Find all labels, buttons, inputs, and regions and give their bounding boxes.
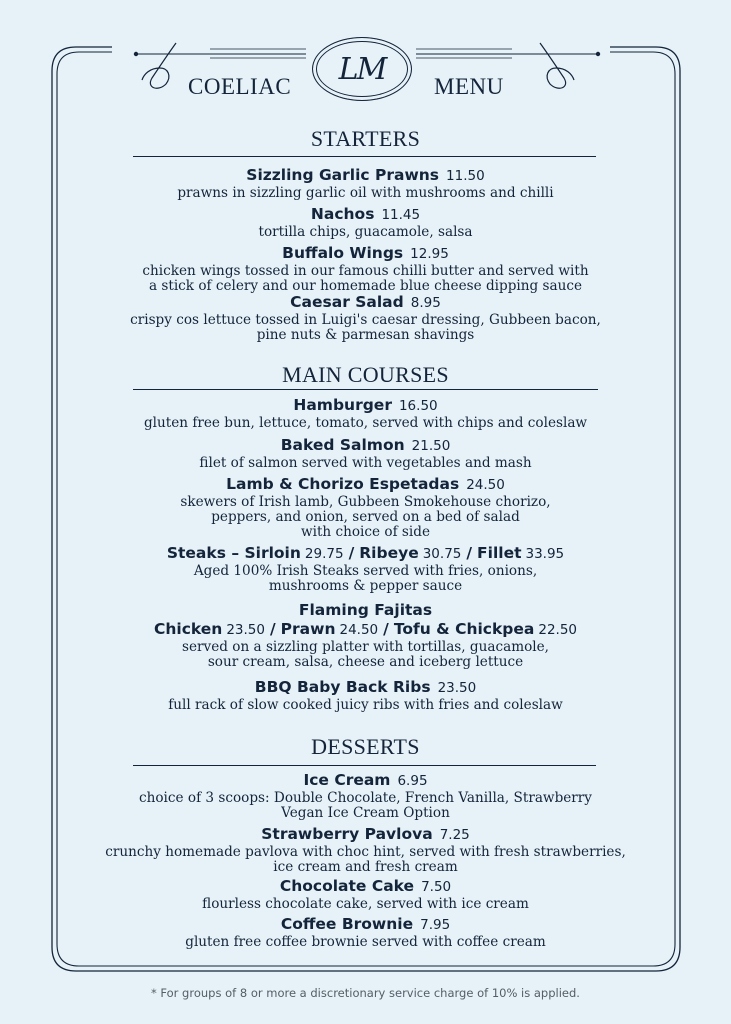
- separator: /: [383, 620, 389, 638]
- item-price: 8.95: [410, 295, 441, 311]
- section-title-desserts: DESSERTS: [311, 734, 420, 759]
- menu-item: [0, 771, 731, 821]
- item-name: Ice Cream: [303, 771, 391, 789]
- item-description: pine nuts & parmesan shavings: [256, 327, 475, 343]
- item-price: 7.95: [420, 917, 451, 933]
- item-description: peppers, and onion, served on a bed of salad: [211, 509, 520, 525]
- item-description: crunchy homemade pavlova with choc hint, served with fresh strawberries,: [105, 844, 626, 860]
- item-price: 7.25: [439, 827, 470, 843]
- section-divider: [133, 765, 596, 766]
- menu-item: [0, 825, 731, 875]
- item-price: 24.50: [339, 622, 379, 638]
- item-name: Prawn: [280, 620, 336, 638]
- item-name: Tofu & Chickpea: [393, 620, 535, 638]
- item-price: 22.50: [538, 622, 578, 638]
- item-name: Strawberry Pavlova: [261, 825, 433, 843]
- item-name: Ribeye: [359, 544, 419, 562]
- item-description: crispy cos lettuce tossed in Luigi's caesar dressing, Gubbeen bacon,: [130, 312, 601, 328]
- item-price: 6.95: [397, 773, 428, 789]
- item-name: Hamburger: [293, 396, 392, 414]
- item-name: Fillet: [477, 544, 522, 562]
- item-description: gluten free bun, lettuce, tomato, served with chips and coleslaw: [143, 415, 588, 431]
- item-description: ice cream and fresh cream: [273, 859, 458, 875]
- separator: /: [269, 620, 276, 638]
- item-description: skewers of Irish lamb, Gubbeen Smokehouse chorizo,: [180, 494, 551, 510]
- item-price: 21.50: [411, 438, 451, 454]
- item-description: Aged 100% Irish Steaks served with fries, onions,: [193, 563, 538, 579]
- item-description: full rack of slow cooked juicy ribs with fries and coleslaw: [168, 697, 563, 713]
- separator: /: [348, 544, 355, 562]
- item-description: prawns in sizzling garlic oil with mushrooms and chilli: [177, 185, 554, 201]
- item-name: Flaming Fajitas: [298, 601, 433, 619]
- service-charge-note: * For groups of 8 or more a discretionary service charge of 10% is applied.: [151, 986, 580, 1000]
- section-divider: [133, 389, 598, 390]
- item-name: Steaks – Sirloin: [166, 544, 301, 562]
- section-title-main-courses: MAIN COURSES: [282, 362, 449, 387]
- menu-item: [0, 205, 731, 240]
- item-price: 12.95: [410, 246, 449, 262]
- menu-item: [0, 436, 731, 471]
- item-description: served on a sizzling platter with tortillas, guacamole,: [182, 639, 549, 655]
- item-price: 7.50: [421, 879, 452, 895]
- menu-item: [0, 877, 731, 912]
- item-name: Chicken: [153, 620, 223, 638]
- item-name: Coffee Brownie: [280, 915, 414, 933]
- item-description: a stick of celery and our homemade blue cheese dipping sauce: [148, 278, 583, 294]
- item-description: with choice of side: [300, 524, 430, 540]
- section-divider: [133, 156, 596, 157]
- item-price: 29.75: [304, 546, 344, 562]
- menu-item-steaks: [0, 544, 731, 594]
- item-name: Sizzling Garlic Prawns: [246, 166, 440, 184]
- item-name: Caesar Salad: [290, 293, 404, 311]
- menu-item: [0, 244, 731, 294]
- item-price: 24.50: [466, 477, 505, 493]
- menu-item: [0, 475, 731, 540]
- item-price: 30.75: [422, 546, 462, 562]
- item-description: choice of 3 scoops: Double Chocolate, French Vanilla, Strawberry: [139, 790, 592, 806]
- item-description: tortilla chips, guacamole, salsa: [258, 224, 473, 240]
- item-description: gluten free coffee brownie served with coffee cream: [185, 934, 546, 950]
- separator: /: [466, 544, 473, 562]
- logo-text: LM: [338, 51, 386, 87]
- menu-item-fajitas: [0, 601, 731, 670]
- item-description: filet of salmon served with vegetables and mash: [199, 455, 532, 471]
- menu-item: [0, 396, 731, 431]
- item-name: Buffalo Wings: [282, 244, 404, 262]
- header-menu: MENU: [434, 74, 504, 99]
- item-name: Chocolate Cake: [279, 877, 415, 895]
- logo-monogram: [312, 37, 412, 101]
- item-name: Lamb & Chorizo Espetadas: [226, 475, 460, 493]
- item-description: flourless chocolate cake, served with ice cream: [202, 896, 529, 912]
- item-price: 23.50: [437, 680, 477, 696]
- item-price: 33.95: [525, 546, 565, 562]
- left-ornament-dot-icon: [134, 52, 138, 56]
- item-description: sour cream, salsa, cheese and iceberg lettuce: [207, 654, 524, 670]
- item-description: chicken wings tossed in our famous chilli butter and served with: [142, 263, 589, 279]
- item-name: BBQ Baby Back Ribs: [254, 678, 431, 696]
- right-ornament-dot-icon: [596, 52, 600, 56]
- menu-item: [0, 293, 731, 343]
- item-name: Nachos: [310, 205, 375, 223]
- item-price: 11.45: [381, 207, 421, 223]
- menu-item: [0, 678, 731, 713]
- item-price: 23.50: [226, 622, 265, 638]
- item-price: 11.50: [446, 168, 485, 184]
- menu-item: [0, 915, 731, 950]
- header-coeliac: COELIAC: [188, 74, 292, 99]
- item-description: Vegan Ice Cream Option: [281, 805, 450, 821]
- menu-item: [0, 166, 731, 201]
- section-title-starters: STARTERS: [310, 126, 421, 151]
- item-price: 16.50: [398, 398, 438, 414]
- item-description: mushrooms & pepper sauce: [268, 578, 463, 594]
- item-name: Baked Salmon: [280, 436, 405, 454]
